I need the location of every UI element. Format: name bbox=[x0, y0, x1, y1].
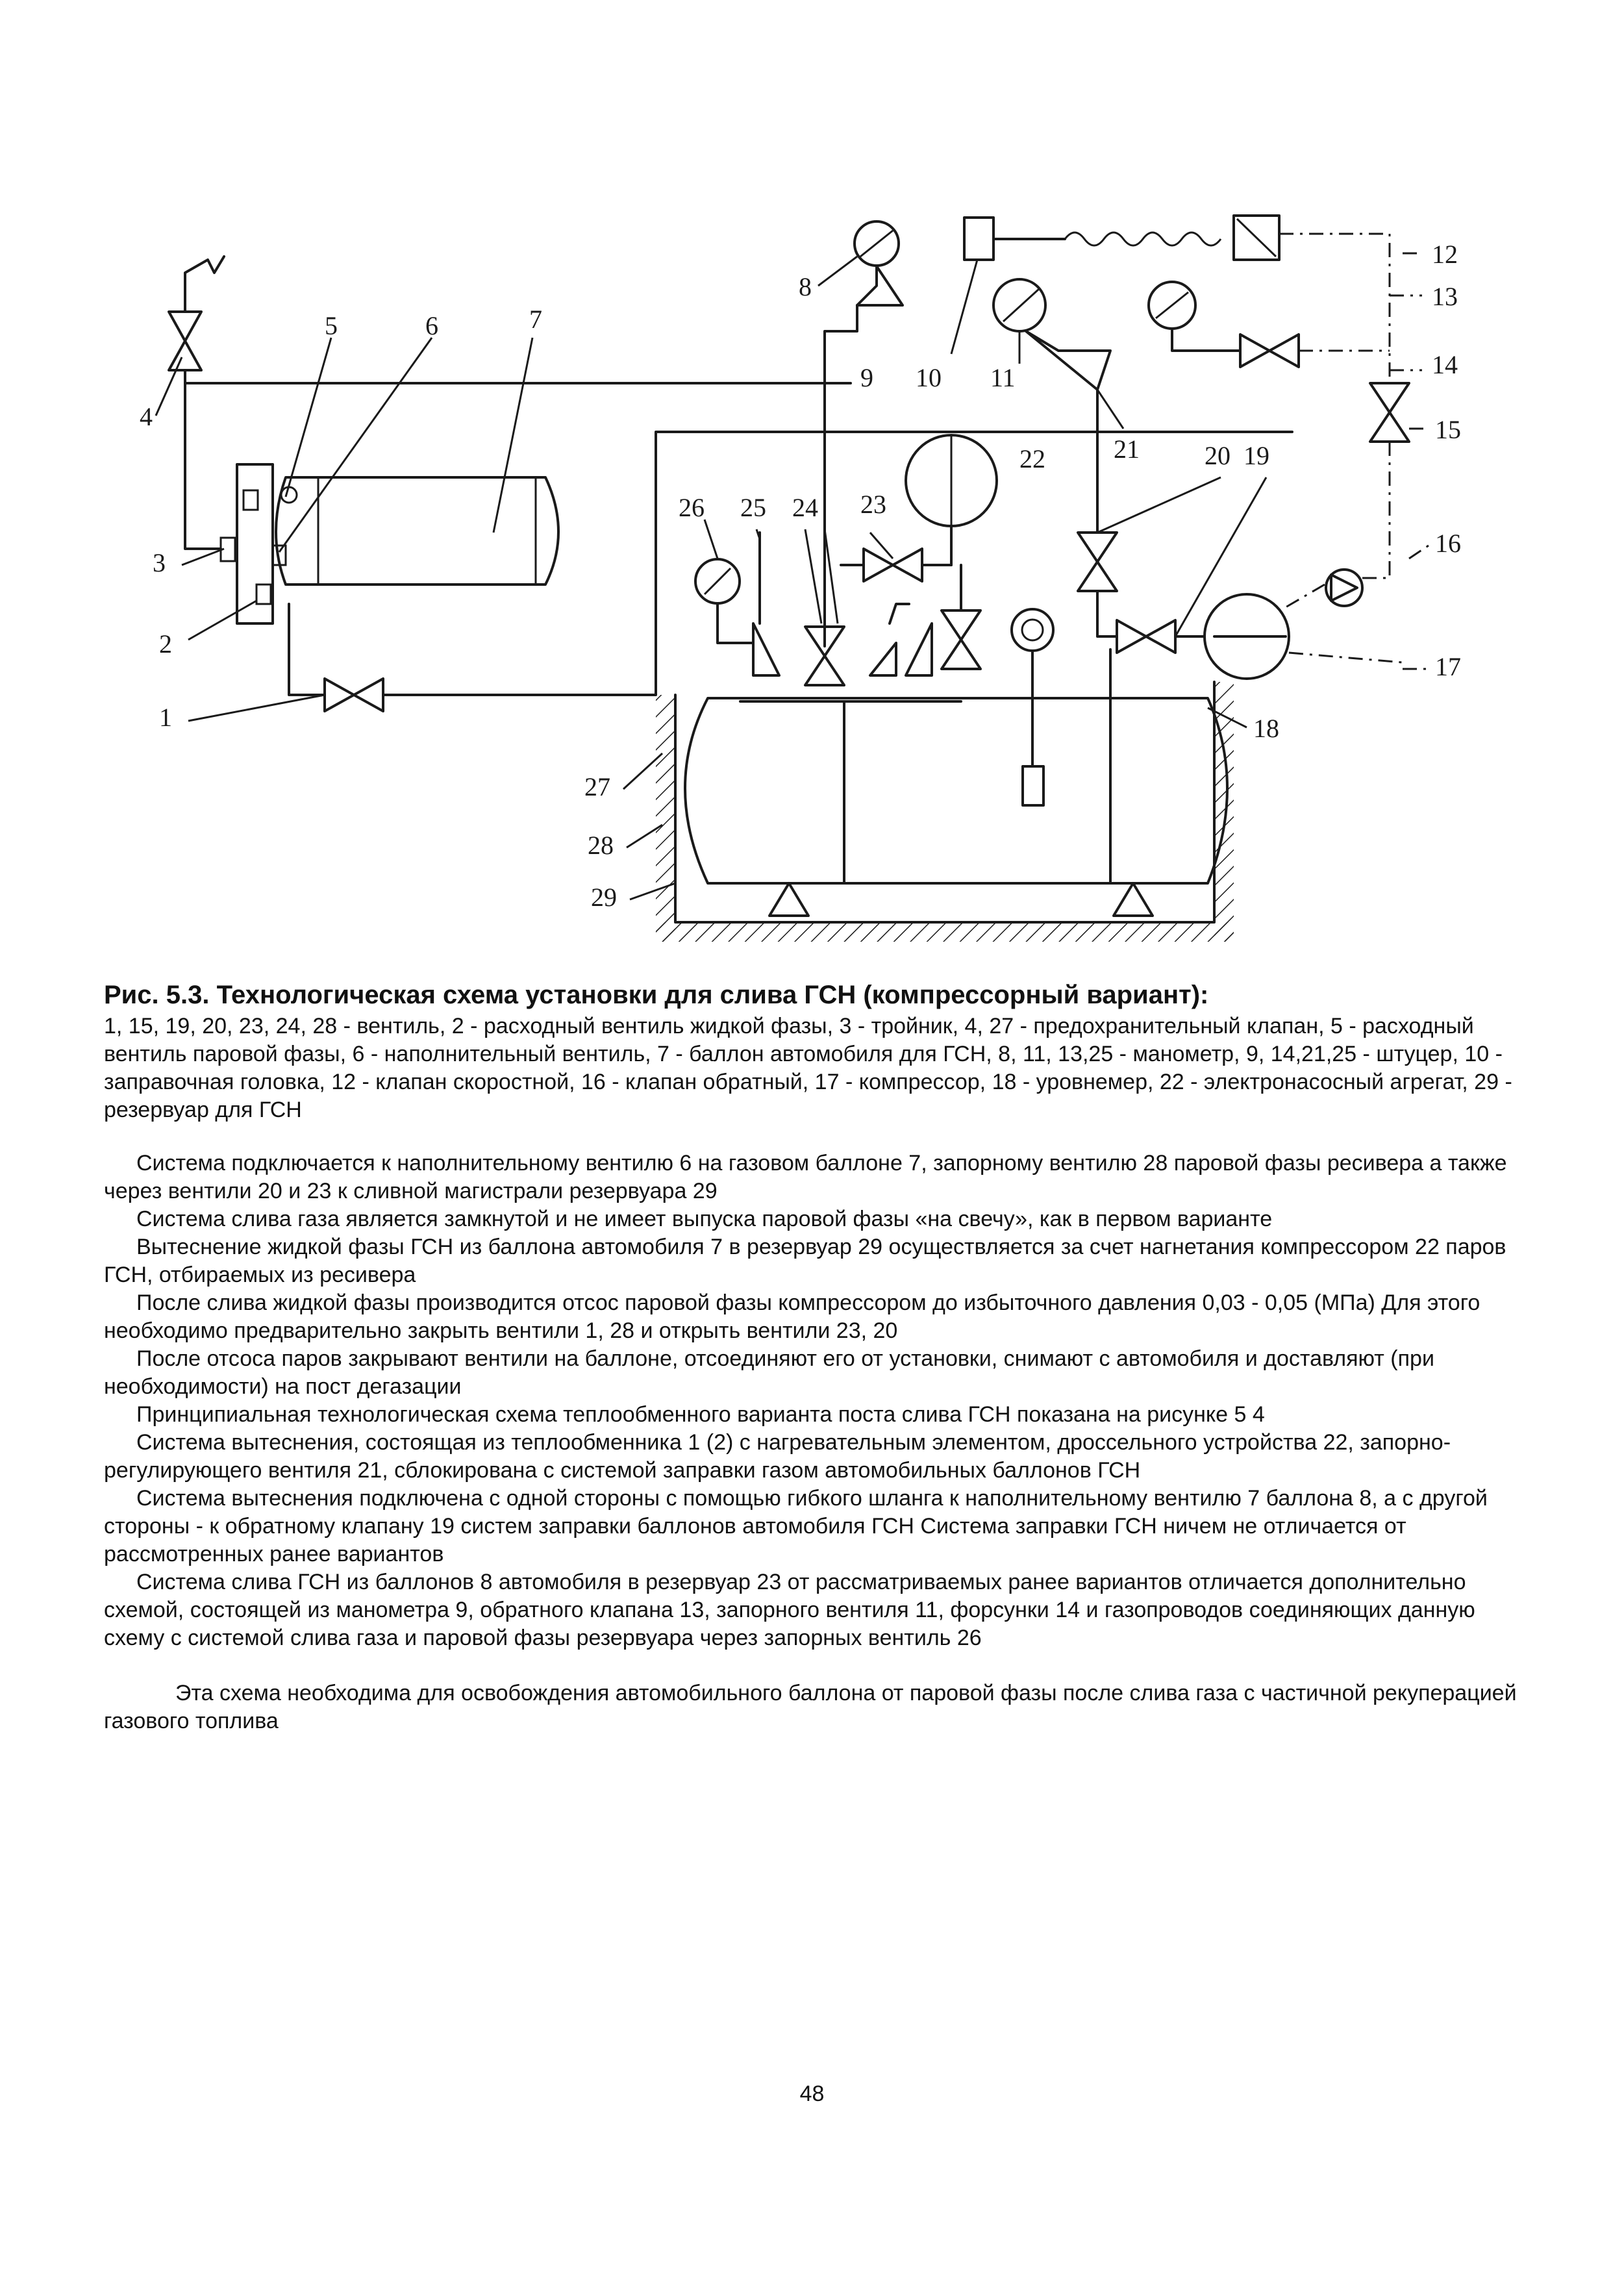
label-18: 18 bbox=[1253, 714, 1279, 743]
filling-head bbox=[964, 218, 993, 260]
label-12: 12 bbox=[1432, 240, 1458, 269]
label-27: 27 bbox=[584, 772, 610, 801]
process-flow-diagram bbox=[0, 0, 1624, 974]
label-16: 16 bbox=[1435, 529, 1461, 558]
electro-pump-unit bbox=[906, 435, 997, 526]
label-7: 7 bbox=[529, 305, 542, 334]
label-4: 4 bbox=[140, 402, 153, 431]
component-labels bbox=[140, 240, 1461, 912]
page-number: 48 bbox=[799, 2081, 825, 2106]
valve-19 bbox=[1078, 533, 1117, 591]
paragraph: Система вытеснения, состоящая из теплообменника 1 (2) с нагревательным элементом, дроссельного устройства 22, запорно-регулирующего вентиля 21, сблокирована с системой заправки газом автомобильных баллонов ГСН bbox=[104, 1430, 1451, 1483]
car-gas-cylinder bbox=[276, 477, 558, 585]
label-2: 2 bbox=[159, 629, 172, 659]
paragraph: Вытеснение жидкой фазы ГСН из баллона автомобиля 7 в резервуар 29 осуществляется за счет нагнетания компрессором 22 паров ГСН, отбираемых из ресивера bbox=[104, 1235, 1506, 1287]
safety-valve bbox=[169, 257, 224, 370]
manometer-13 bbox=[1149, 282, 1195, 329]
label-10: 10 bbox=[916, 363, 942, 392]
figure-caption-title: Рис. 5.3. Технологическая схема установки для слива ГСН (компрессорный вариант): bbox=[104, 981, 1209, 1009]
level-gauge bbox=[1012, 609, 1053, 805]
label-13: 13 bbox=[1432, 282, 1458, 311]
pipe-liquid-out bbox=[289, 604, 325, 695]
pipe-17-out bbox=[1289, 653, 1403, 662]
paragraph: Система подключается к наполнительному вентилю 6 на газовом баллоне 7, запорному вентилю 28 паровой фазы ресивера а также через вентили 20 и 23 к сливной магистрали резервуара 29 bbox=[104, 1151, 1507, 1203]
label-23: 23 bbox=[860, 490, 886, 519]
body-text bbox=[104, 1150, 1532, 1735]
compressor bbox=[1205, 594, 1289, 679]
valve-23 bbox=[864, 549, 922, 581]
label-11: 11 bbox=[990, 363, 1016, 392]
paragraph: Система слива ГСН из баллонов 8 автомобиля в резервуар 23 от рассматриваемых ранее вариантов отличается дополнительно схемой, состоящей из манометра 9, обратного клапана 13, запорного вентиля 11, форсунки 14 и газопроводов соединяющих данную схему с системой слива газа и паровой фазы резервуара через запорных вентиль 26 bbox=[104, 1570, 1475, 1650]
pipe-liquid-loop bbox=[383, 432, 1292, 695]
gas-reservoir bbox=[685, 698, 1227, 916]
manometer-11 bbox=[993, 279, 1045, 331]
label-1: 1 bbox=[159, 703, 172, 732]
pipe-12-right bbox=[1279, 234, 1390, 383]
check-valve-16 bbox=[1326, 570, 1362, 606]
pipe-15-down bbox=[1357, 442, 1390, 578]
pipe-13 bbox=[1172, 329, 1240, 351]
label-3: 3 bbox=[153, 548, 166, 577]
flexible-hose bbox=[1065, 233, 1221, 245]
pipe-26 bbox=[718, 604, 753, 643]
paragraph: Система слива газа является замкнутой и не имеет выпуска паровой фазы «на свечу», как в первом варианте bbox=[136, 1207, 1273, 1231]
label-22: 22 bbox=[1019, 444, 1045, 473]
pipe-gauge8-down bbox=[825, 305, 857, 646]
label-24: 24 bbox=[792, 493, 818, 522]
label-21: 21 bbox=[1114, 434, 1140, 464]
label-29: 29 bbox=[591, 883, 617, 912]
paragraph: Система вытеснения подключена с одной стороны с помощью гибкого шланга к наполнительному вентилю 7 баллона 8, а с другой стороны - к обратному клапану 19 систем заправки баллонов автомобиля ГСН Система заправки ГСН ничем не отличается от рассмотренных ранее вариантов bbox=[104, 1486, 1488, 1566]
manometer-26 bbox=[695, 559, 740, 603]
label-14: 14 bbox=[1432, 350, 1458, 379]
label-26: 26 bbox=[679, 493, 705, 522]
label-6: 6 bbox=[425, 311, 438, 340]
valve-28 bbox=[942, 610, 981, 669]
figure-caption-legend: 1, 15, 19, 20, 23, 24, 28 - вентиль, 2 - расходный вентиль жидкой фазы, 3 - тройник, 4, 27 - предохранительный клапан, 5 - расходный вентиль паровой фазы, 6 - наполнительный вентиль, 7 - баллон автомобиля для ГСН, 8, 11, 13,25 - манометр, 9, 14,21,25 - штуцер, 10 - заправочная головка, 12 - клапан скоростной, 16 - клапан обратный, 17 - компрессор, 18 - уровнемер, 22 - электронасосный агрегат, 29 - резервуар для ГСН bbox=[104, 1014, 1512, 1122]
label-19: 19 bbox=[1243, 441, 1269, 470]
valve-20 bbox=[1117, 620, 1175, 653]
pipe-safety-to-tee bbox=[185, 370, 221, 549]
valve-14 bbox=[1240, 334, 1299, 367]
fitting-21 bbox=[1026, 331, 1110, 390]
label-9: 9 bbox=[860, 363, 873, 392]
label-20: 20 bbox=[1205, 441, 1230, 470]
valve-15 bbox=[1370, 383, 1409, 442]
paragraph: После слива жидкой фазы производится отсос паровой фазы компрессором до избыточного давления 0,03 - 0,05 (МПа) Для этого необходимо предварительно закрыть вентили 1, 28 и открыть вентили 23, 20 bbox=[104, 1290, 1480, 1343]
manometer-8 bbox=[855, 221, 899, 266]
safety-valve-27 bbox=[870, 604, 932, 675]
paragraph: Принципиальная технологическая схема теплообменного варианта поста слива ГСН показана на рисунке 5 4 bbox=[136, 1402, 1265, 1427]
paragraph: После отсоса паров закрывают вентили на баллоне, отсоединяют его от установки, снимают с автомобиля и доставляют (при необходимости) на пост дегазации bbox=[104, 1346, 1434, 1399]
label-5: 5 bbox=[325, 311, 338, 340]
paragraph: Эта схема необходима для освобождения автомобильного баллона от паровой фазы после слива газа с частичной рекуперацией газового топлива bbox=[104, 1681, 1517, 1733]
label-15: 15 bbox=[1435, 415, 1461, 444]
ground-pit bbox=[656, 682, 1234, 942]
fitting-9 bbox=[857, 266, 903, 305]
fitting-25 bbox=[753, 533, 779, 675]
pipe-16-17 bbox=[1286, 585, 1325, 607]
label-25: 25 bbox=[740, 493, 766, 522]
speed-valve bbox=[1234, 216, 1279, 260]
label-28: 28 bbox=[588, 831, 614, 860]
figure-caption bbox=[104, 977, 1532, 1124]
valve-1 bbox=[325, 679, 383, 711]
label-8: 8 bbox=[799, 272, 812, 301]
label-17: 17 bbox=[1435, 652, 1461, 681]
